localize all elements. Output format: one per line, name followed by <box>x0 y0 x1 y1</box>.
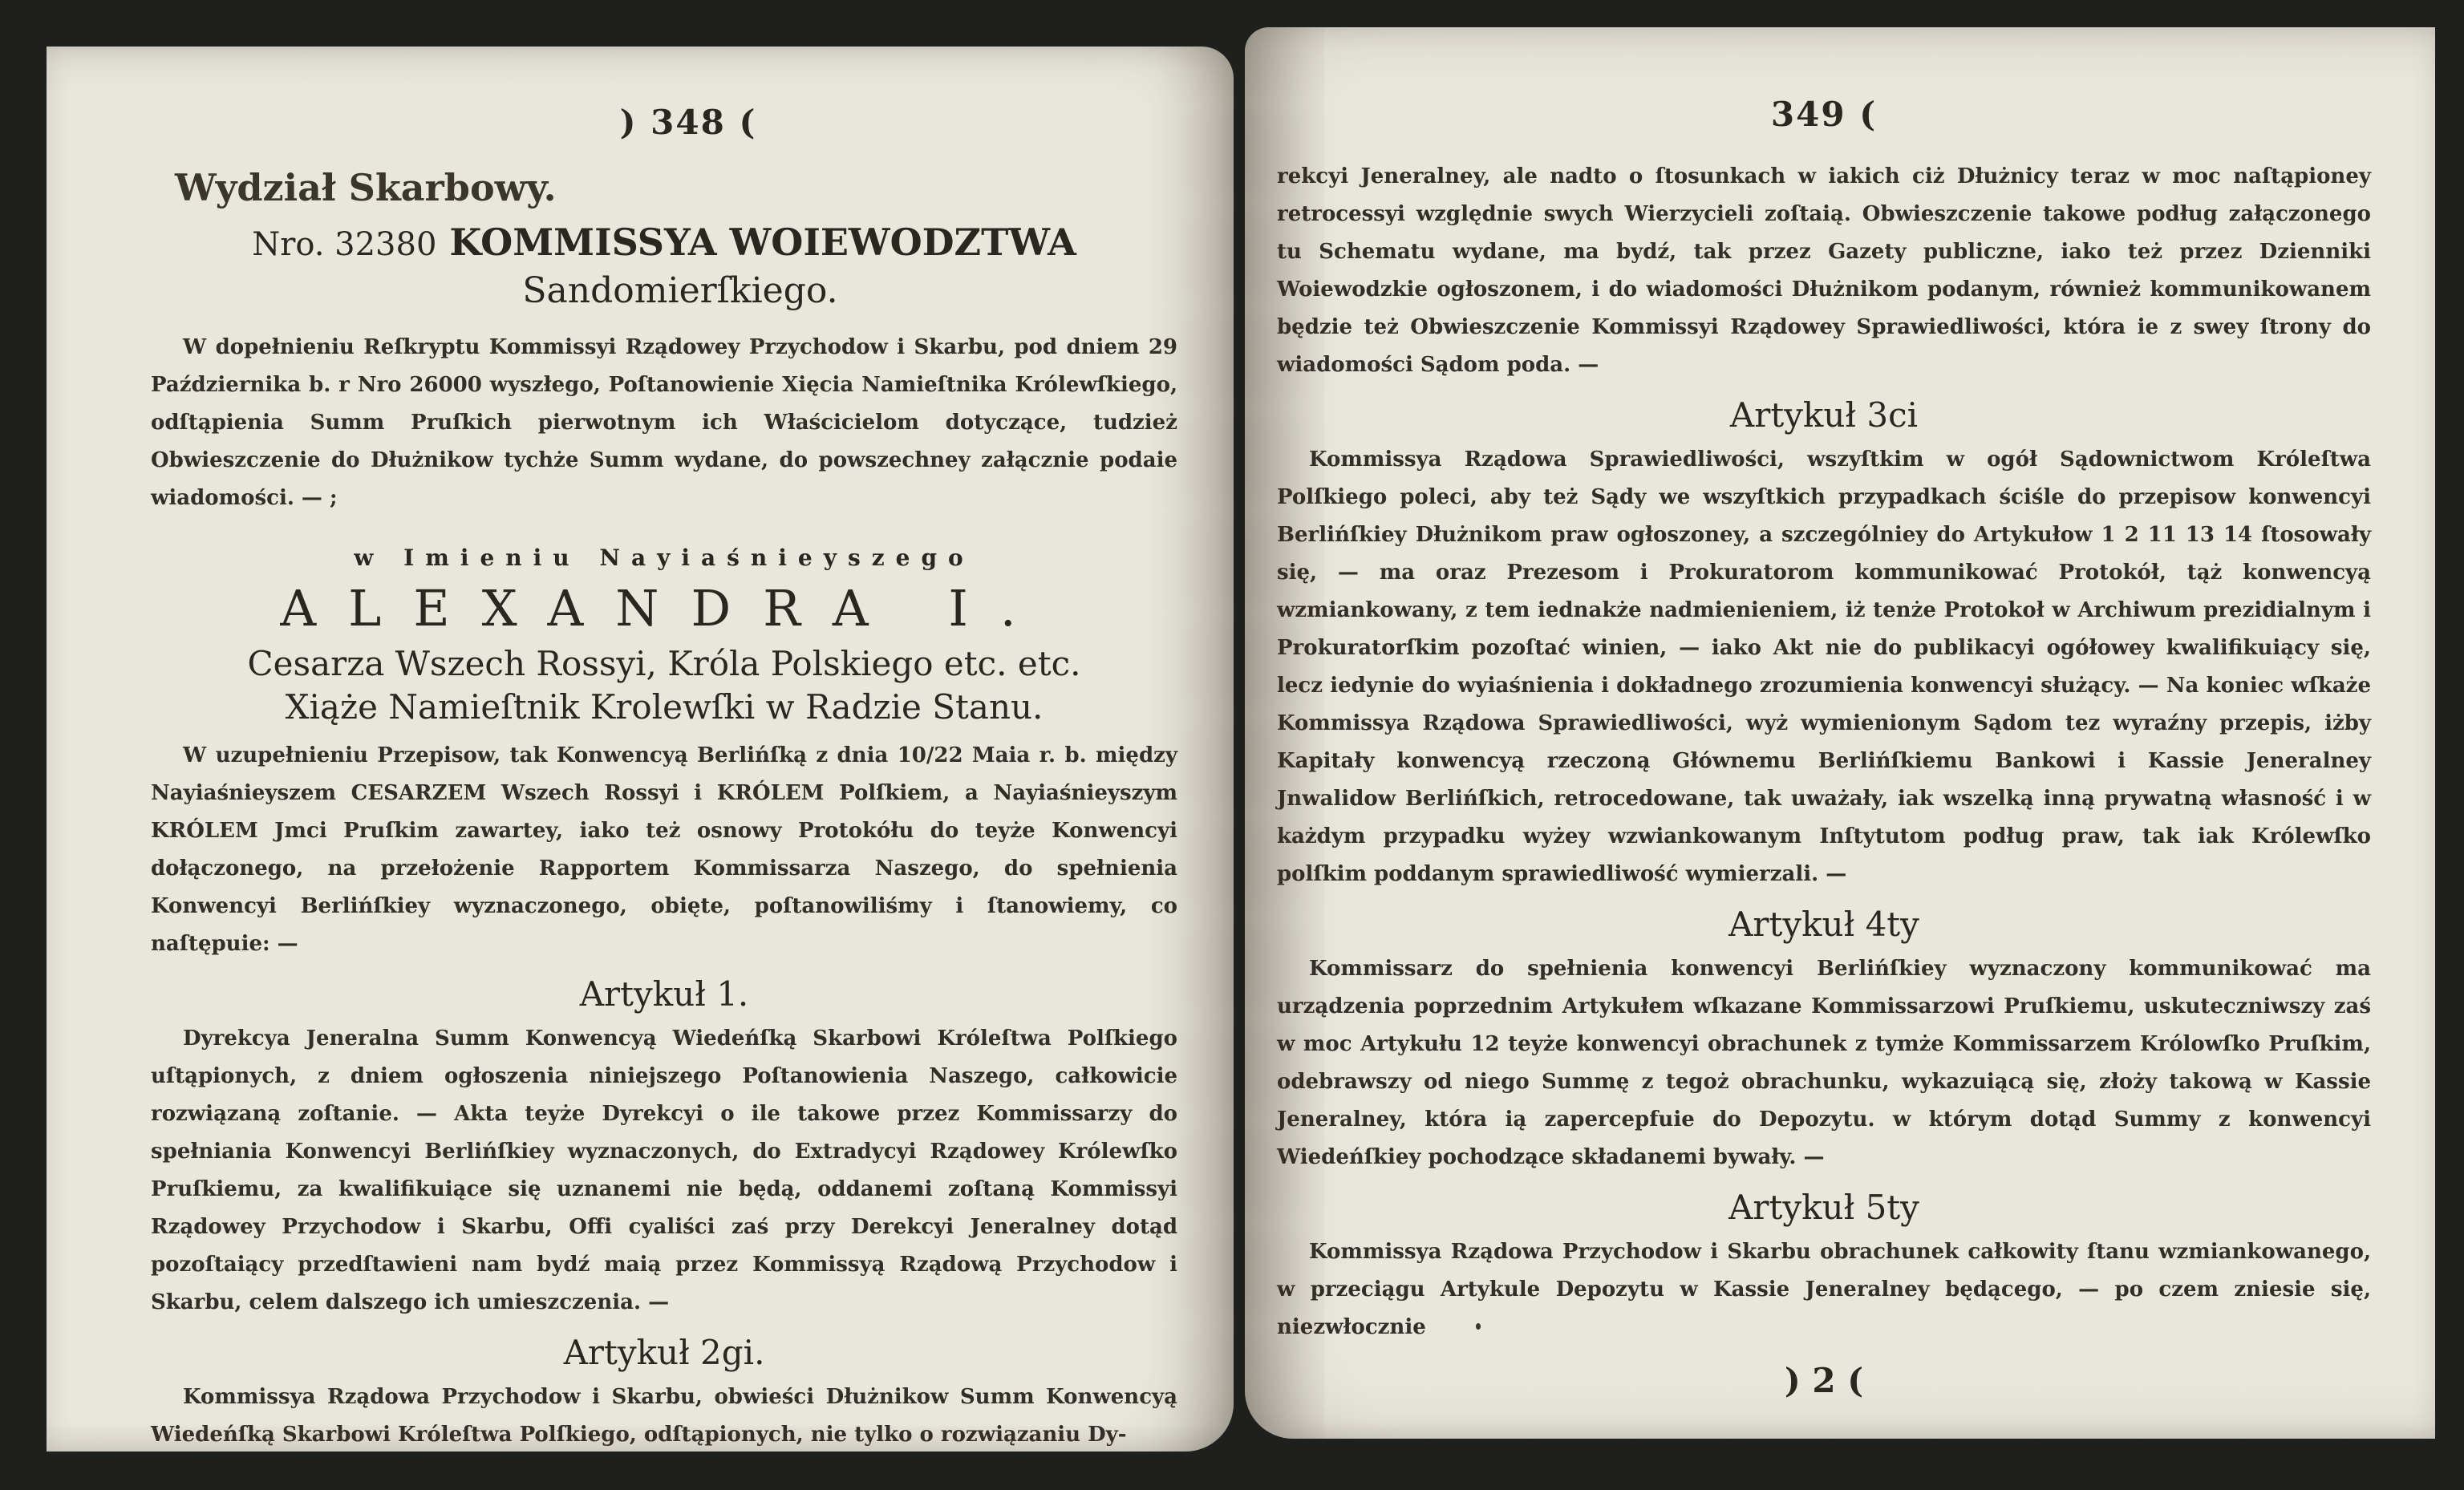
intro-paragraph: W dopełnieniu Reſkryptu Kommissyi Rządowey Przychodow i Skarbu, pod dniem 29 Października b. r Nro 26000 wyszłego, Poſtanowienie Xięcia Namieſtnika Królewſkiego, odſtąpienia Summ Pruſkich pierwotnym ich Właścicielom dotyczące, tudzież Obwieszczenie do Dłużnikow tychże Summ wydane, do powszechney załącznie podaie wiadomości. — ; <box>151 335 1177 510</box>
commission-heading <box>151 221 1177 264</box>
monarch-titles: Cesarza Wszech Rossyi, Króla Polskiego etc. etc. <box>247 644 1081 683</box>
commission-place: Sandomierſkiego. <box>522 270 838 311</box>
article-2-title: Artykuł 2gi. <box>563 1333 765 1372</box>
article-3-title: Artykuł 3ci <box>1729 395 1919 435</box>
continuation-paragraph: rekcyi Jeneralney, ale nadto o ſtosunkach w iakich ciż Dłużnicy teraz w moc naſtąpioney retrocessyi względnie swych Wierzycieli zoſtaią. Obwieszczenie takowe podług załączonego tu Schematu wydane, ma bydź, tak przez Gazety publiczne, iako też przez Dzienniki Woiewodzkie ogłoszonem, i do wiadomości Dłużnikom podanym, również kommunikowanem będzie też Obwieszczenie Kommissyi Rządowey Sprawiedliwości, która ie z swey ſtrony do wiadomości Sądom poda. — <box>1277 164 2371 377</box>
page-number-left: ) 348 ( <box>619 103 757 142</box>
ink-dot <box>1476 1323 1481 1330</box>
document-number: Nro. 32380 <box>252 226 437 263</box>
article-4-text: Kommissarz do spełnienia konwencyi Berlińſkiey wyznaczony kommunikować ma urządzenia poprzednim Artykułem wſkazane Kommissarzowi Pruſkiemu, uskuteczniwszy zaś w moc Artykułu 12 teyże konwencyi obrachunek z tymże Kommissarzem Królowſko Pruſkim, odebrawszy od niego Summę z tegoż obrachunku, wykazuiącą się, złoży takową w Kassie Jeneralney, która ią zapercepfuie do Depozytu. w którym dotąd Summy z konwencyi Wiedeńſkiey pochodzące składanemi bywały. — <box>1277 957 2371 1169</box>
article-1-text: Dyrekcya Jeneralna Summ Konwencyą Wiedeńſką Skarbowi Króleſtwa Polſkiego uſtąpionych, z dniem ogłoszenia niniejszego Poſtanowienia Naszego, całkowicie rozwiązaną zoſtanie. — Akta teyże Dyrekcyi o ile takowe przez Kommissarzy do spełniania Konwencyi Berlińſkiey wyznaczonych, do Extradycyi Rządowey Królewſko Pruſkiemu, za kwalifikuiące się uznanemi nie będą, oddanemi zoſtaną Kommissyi Rządowey Przychodow i Skarbu, Offi cyaliści zaś przy Derekcyi Jeneralney dotąd pozoſtaiący przedſtawieni nam bydź maią przez Kommissyą Rządową Przychodow i Skarbu, celem dalszego ich umieszczenia. — <box>151 1026 1177 1314</box>
article-3-text: Kommissya Rządowa Sprawiedliwości, wszyſtkim w ogół Sądownictwom Króleſtwa Polſkiego poleci, aby też Sądy we wszyſtkich przypadkach ściśle do przepisow konwencyi Berlińſkiey Dłużnikom praw ogłoszoney, a szczególniey do Artykułow 1 2 11 13 14 ſtosowały się, — ma oraz Prezesom i Prokuratorom kommunikować Protokół, tąż konwencyą wzmiankowany, z tem iednakże nadmienieniem, iż tenże Protokoł w Archiwum prezidialnym i Prokuratorſkim pozoſtać winien, — iako Akt nie do publikacyi ogółowey kwalifikuiący się, lecz iedynie do wyiaśnienia i dokładnego zrozumienia konwencyi służący. — Na koniec wſkaże Kommissya Rządowa Sprawiedliwości, wyż wymienionym Sądom tez wyraźny przepis, iżby Kapitały konwencyą rzeczoną Głównemu Berlińſkiemu Bankowi i Kassie Jeneralney Jnwalidow Berlińſkich, retrocedowane, tak uważały, iak wszelką inną prywatną własność i w każdym przypadku wyżey wzwiankowanym Inſtytutom podług praw, tak iak Królewſko polſkim poddanym sprawiedliwość wymierzali. — <box>1277 447 2371 886</box>
right-page <box>1245 27 2435 1439</box>
article-2-text: Kommissya Rządowa Przychodow i Skarbu, obwieści Dłużnikow Summ Konwencyą Wiedeńſką Skarbowi Króleſtwa Polſkiego, odſtąpionych, nie tylko o rozwiązaniu Dy- <box>151 1385 1177 1447</box>
monarch-name: ALEXANDRA I. <box>280 579 1048 638</box>
article-5-text: Kommissya Rządowa Przychodow i Skarbu obrachunek całkowity ſtanu wzmiankowanego, w przeciągu Artykule Depozytu w Kassie Jeneralney będącego, — po czem zniesie się, niezwłocznie <box>1277 1240 2371 1339</box>
commission-name: KOMMISSYA WOIEWODZTWA <box>449 221 1076 264</box>
article-4-title: Artykuł 4ty <box>1728 905 1919 944</box>
left-page <box>47 47 1234 1452</box>
viceroy-line: Xiąże Namieſtnik Krolewſki w Radzie Stanu. <box>285 687 1044 727</box>
page-number-right: 349 ( <box>1770 95 1878 134</box>
department-heading: Wydział Skarbowy. <box>175 166 557 209</box>
article-1-title: Artykuł 1. <box>579 974 749 1014</box>
article-5-title: Artykuł 5ty <box>1728 1188 1919 1227</box>
in-name-line: w Imieniu Nayiaśnieyszego <box>354 545 975 571</box>
signature-mark: ) 2 ( <box>1784 1361 1864 1400</box>
preamble-paragraph: W uzupełnieniu Przepisow, tak Konwencyą Berlińſką z dnia 10/22 Maia r. b. między Nayiaśnieyszem CESARZEM Wszech Rossyi i KRÓLEM Polſkiem, a Nayiaśnieyszym KRÓLEM Jmci Pruſkim zawartey, iako też osnowy Protokółu do teyże Konwencyi dołączonego, na przełożenie Rapportem Kommissarza Naszego, do spełnienia Konwencyi Berlińſkiey wyznaczonego, obięte, poſtanowiliśmy i ſtanowiemy, co naſtępuie: — <box>151 743 1177 956</box>
